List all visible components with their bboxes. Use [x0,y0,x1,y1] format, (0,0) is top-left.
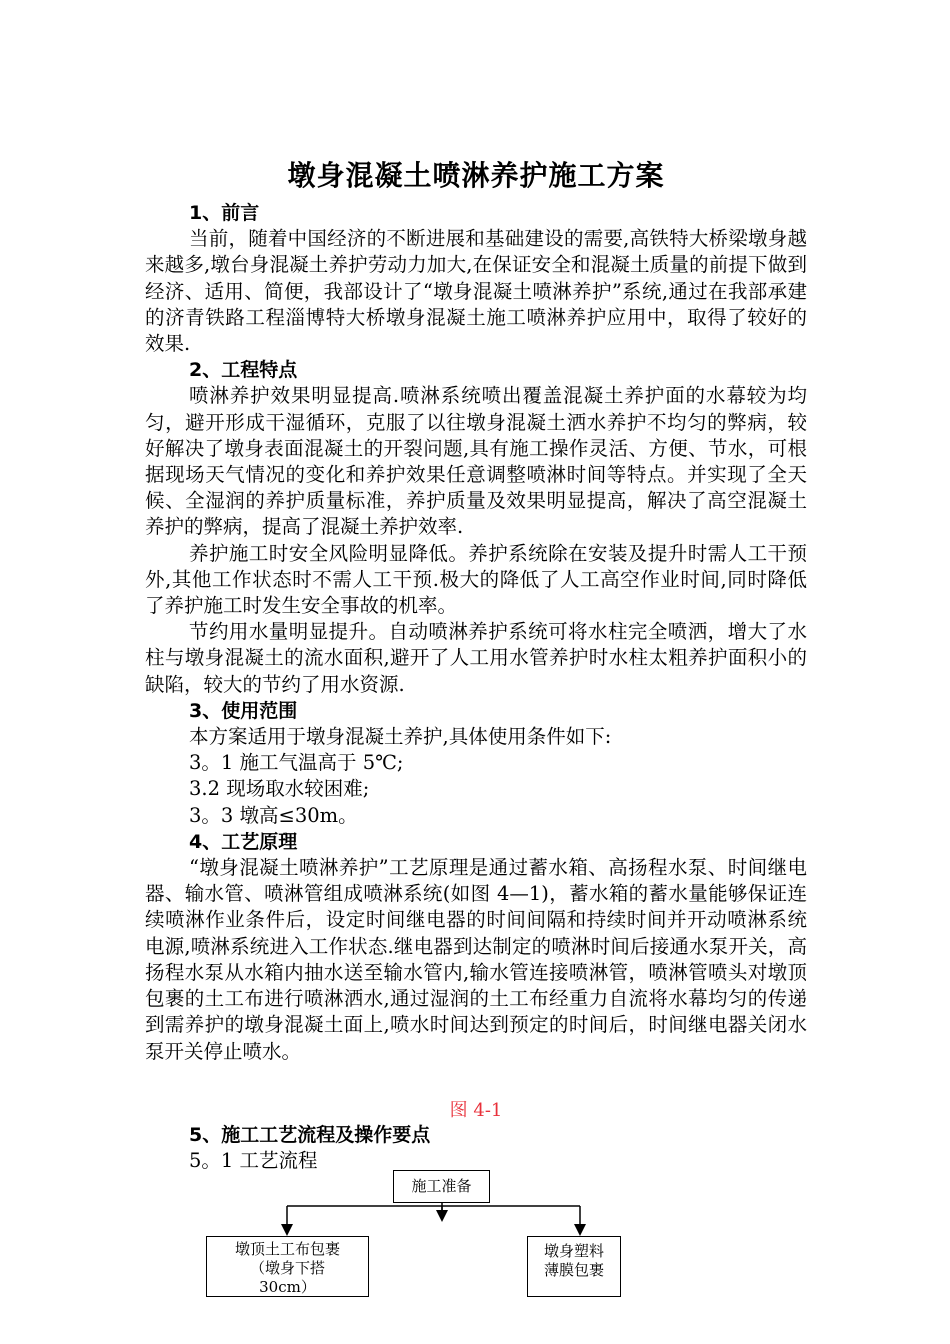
section-5 [145,1122,807,1174]
paragraph: 喷淋养护效果明显提高.喷淋系统喷出覆盖混凝土养护面的水幕较为均匀，避开形成干湿循环，克服了以往墩身混凝土洒水养护不均匀的弊病，较好解决了墩身表面混凝土的开裂问题,具有施工操作灵活、方便、节水，可根据现场天气情况的变化和养护效果任意调整喷淋时间等特点。并实现了全天候、全湿润的养护质量标准，养护质量及效果明显提高，解决了高空混凝土养护的弊病，提高了混凝土养护效率. [145,384,807,539]
page-title: 墩身混凝土喷淋养护施工方案 [287,159,665,192]
document-body [145,200,807,1065]
section-heading-5: 5、施工工艺流程及操作要点 [189,1124,431,1146]
list-item: 3.2 现场取水较困难; [189,777,370,801]
flow-box-left-line: 墩顶土工布包裹 [234,1240,340,1258]
list-item: 3。1 施工气温高于 5℃; [189,751,404,775]
paragraph: 当前，随着中国经济的不断进展和基础建设的需要,高铁特大桥梁墩身越来越多,墩台身混凝土养护劳动力加大,在保证安全和混凝土质量的前提下做到经济、适用、简便，我部设计了“墩身混凝土喷淋养护”系统,通过在我部承建的济青铁路工程淄博特大桥墩身混凝土施工喷淋养护应用中，取得了较好的效果. [145,227,807,356]
list-item: 3。3 墩高≤30m。 [189,803,358,827]
flow-box-left [206,1236,369,1297]
section-heading-1: 1、前言 [189,202,260,224]
flow-box-left-line: 30cm） [259,1278,316,1296]
flow-box-right [527,1236,621,1297]
figure-caption: 图 4-1 [449,1100,503,1121]
paragraph: “墩身混凝土喷淋养护”工艺原理是通过蓄水箱、高扬程水泵、时间继电器、输水管、喷淋管组成喷淋系统(如图 4—1)，蓄水箱的蓄水量能够保证连续喷淋作业条件后，设定时间继电器的时间间隔和持续时间并开动喷淋系统电源,喷淋系统进入工作状态.继电器到达制定的喷淋时间后接通水泵开关，高扬程水泵从水箱内抽水送至输水管内,输水管连接喷淋管，喷淋管喷头对墩顶包裹的土工布进行喷淋洒水,通过湿润的土工布经重力自流将水幕均匀的传递到需养护的墩身混凝土面上,喷水时间达到预定的时间后，时间继电器关闭水泵开关停止喷水。 [145,856,807,1063]
section-heading-4: 4、工艺原理 [189,830,298,853]
paragraph: 节约用水量明显提升。自动喷淋养护系统可将水柱完全喷洒，增大了水柱与墩身混凝土的流水面积,避开了人工用水管养护时水柱太粗养护面积小的缺陷，较大的节约了用水资源. [145,620,807,696]
flow-box-left-line: （墩身下搭 [249,1259,325,1277]
paragraph: 养护施工时安全风险明显降低。养护系统除在安装及提升时需人工干预外,其他工作状态时不需人工干预.极大的降低了人工高空作业时间,同时降低了养护施工时发生安全事故的机率。 [145,541,807,618]
section-heading-2: 2、工程特点 [189,359,298,382]
flow-box-right-line: 墩身塑料 [543,1242,604,1260]
subsection-heading: 5。1 工艺流程 [189,1149,318,1172]
flow-box-top-label: 施工准备 [411,1177,472,1195]
section-heading-3: 3、使用范围 [189,699,298,722]
flow-box-right-line: 薄膜包裹 [543,1261,604,1279]
flow-box-top [393,1170,490,1203]
paragraph: 本方案适用于墩身混凝土养护,具体使用条件如下: [189,725,612,749]
